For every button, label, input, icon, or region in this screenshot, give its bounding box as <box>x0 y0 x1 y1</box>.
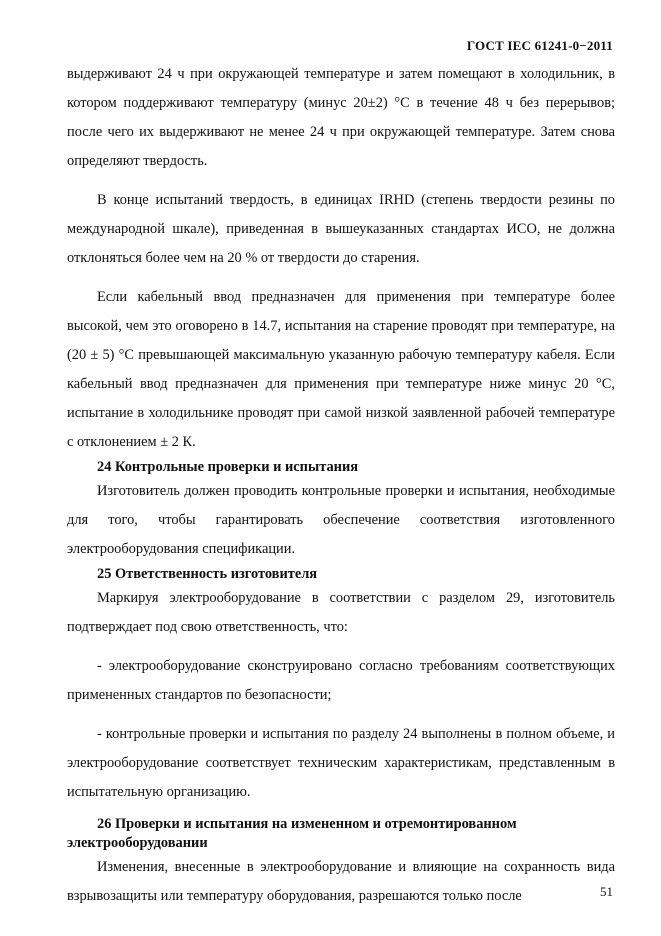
section-24-text: Изготовитель должен проводить контрольные проверки и испытания, необходимые для того, чтобы гарантировать обеспечение соответствия изготовленного электрооборудования спецификации. <box>67 483 615 557</box>
section-25-list-item-2: - контрольные проверки и испытания по разделу 24 выполнены в полном объеме, и электрооборудование соответствует техническим характеристикам, представленным в испытательную организацию. <box>67 726 615 800</box>
section-26-heading-line-2: электрооборудовании <box>67 835 208 851</box>
section-26-text: Изменения, внесенные в электрооборудование и влияющие на сохранность вида взрывозащиты или температуру оборудования, разрешаются только после <box>67 859 615 904</box>
paragraph-hardness-irhd: В конце испытаний твердость, в единицах IRHD (степень твердости резины по международной шкале), приведенная в вышеуказанных стандартах ИСО, не должна отклоняться более чем на 20 % от твердости до старения. <box>67 192 615 266</box>
section-24-heading: 24 Контрольные проверки и испытания <box>97 459 359 475</box>
page-content <box>67 60 615 911</box>
section-25-text: Маркируя электрооборудование в соответствии с разделом 29, изготовитель подтверждает под свою ответственность, что: <box>67 590 615 635</box>
section-26-heading-line-1: 26 Проверки и испытания на измененном и отремонтированном <box>97 816 517 832</box>
section-25-list-item-1: - электрооборудование сконструировано согласно требованиям соответствующих примененных стандартов по безопасности; <box>67 658 615 703</box>
standard-code-header: ГОСТ IEC 61241-0−2011 <box>466 38 613 53</box>
paragraph-aging-cold-test: выдерживают 24 ч при окружающей температуре и затем помещают в холодильник, в котором поддерживают температуру (минус 20±2) °С в течение 48 ч без перерывов; после чего их выдерживают не менее 24 ч при окружающей температуре. Затем снова определяют твердость. <box>67 66 615 169</box>
page-number: 51 <box>600 884 613 899</box>
paragraph-cable-entry-temperature: Если кабельный ввод предназначен для применения при температуре более высокой, чем это оговорено в 14.7, испытания на старение проводят при температуре, на (20 ± 5) °С превышающей максимальную указанную рабочую температуру кабеля. Если кабельный ввод предназначен для применения при температуре ниже минус 20 °С, испытание в холодильнике проводят при самой низкой заявленной рабочей температуре с отклонением ± 2 К. <box>67 289 615 450</box>
section-25-heading: 25 Ответственность изготовителя <box>97 566 318 582</box>
section-26-heading <box>67 815 615 853</box>
